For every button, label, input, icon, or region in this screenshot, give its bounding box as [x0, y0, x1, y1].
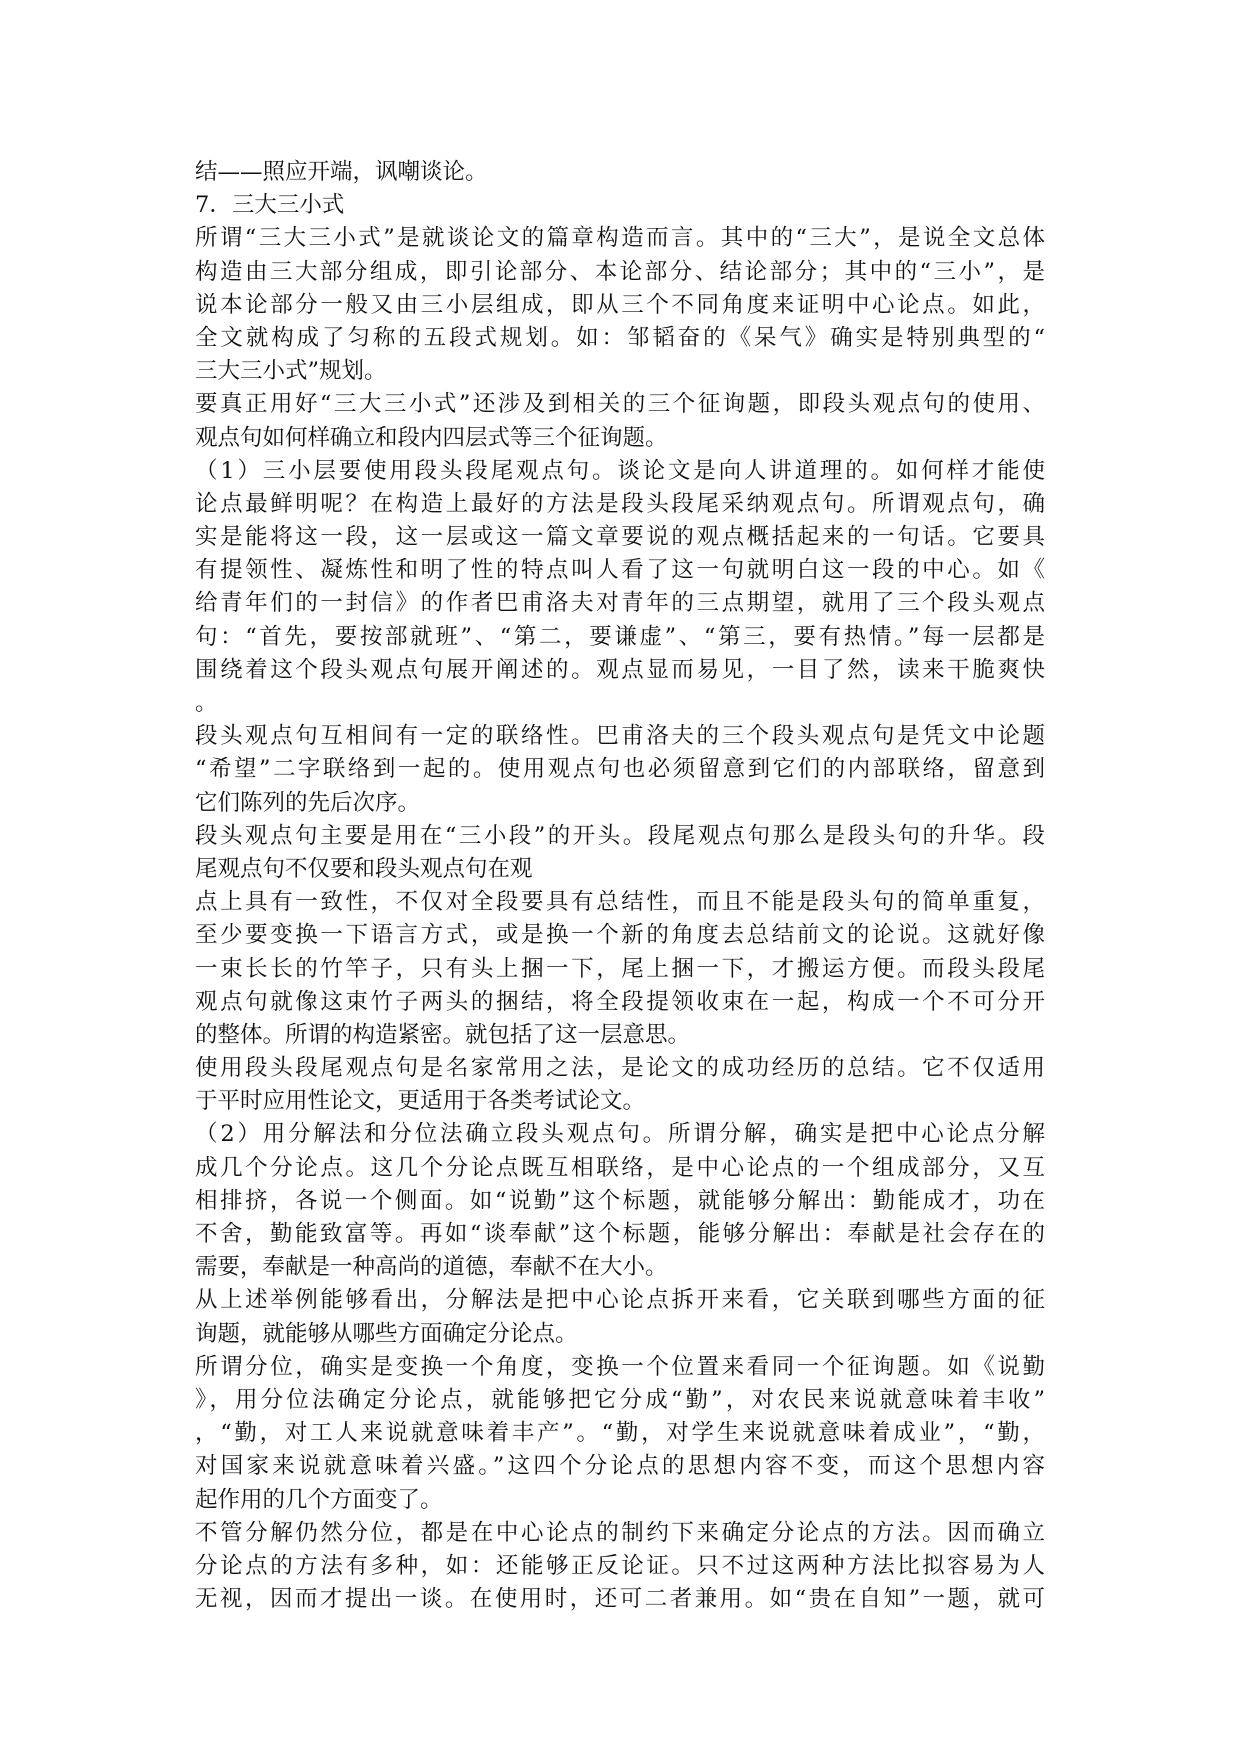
text-line: 围绕着这个段头观点句展开阐述的。观点显而易见，一目了然，读来干脆爽快	[195, 656, 1045, 683]
text-line: 需要，奉献是一种高尚的道德，奉献不在大小。	[195, 1254, 668, 1281]
text-line: 点上具有一致性，不仅对全段要具有总结性，而且不能是段头句的简单重复，	[195, 889, 1045, 916]
text-line: 段头观点句主要是用在“三小段”的开头。段尾观点句那么是段头句的升华。段	[195, 822, 1045, 849]
text-line: 给青年们的一封信》的作者巴甫洛夫对青年的三点期望，就用了三个段头观点	[195, 590, 1045, 617]
text-line: 成几个分论点。这几个分论点既互相联络，是中心论点的一个组成部分，又互	[195, 1154, 1045, 1181]
text-line: 对国家来说就意味着兴盛。”这四个分论点的思想内容不变，而这个思想内容	[195, 1453, 1045, 1480]
text-line: 不管分解仍然分位，都是在中心论点的制约下来确定分论点的方法。因而确立	[195, 1519, 1045, 1546]
text-line: 至少要变换一下语言方式，或是换一个新的角度去总结前文的论说。这就好像	[195, 922, 1045, 949]
text-line: 使用段头段尾观点句是名家常用之法，是论文的成功经历的总结。它不仅适用	[195, 1055, 1045, 1082]
text-line: 尾观点句不仅要和段头观点句在观	[195, 855, 533, 882]
document-body	[195, 156, 1045, 1616]
text-line: 它们陈列的先后次序。	[195, 789, 421, 816]
text-line: 相排挤，各说一个侧面。如“说勤”这个标题，就能够分解出：勤能成才，功在	[195, 1187, 1045, 1214]
text-line: （2）用分解法和分位法确立段头观点句。所谓分解，确实是把中心论点分解	[195, 1121, 1045, 1148]
text-line: 所谓分位，确实是变换一个角度，变换一个位置来看同一个征询题。如《说勤	[195, 1353, 1045, 1380]
text-line: 分论点的方法有多种，如：还能够正反论证。只不过这两种方法比拟容易为人	[195, 1552, 1045, 1579]
text-line: 段头观点句互相间有一定的联络性。巴甫洛夫的三个段头观点句是凭文中论题	[195, 723, 1045, 750]
text-line: 句：“首先，要按部就班”、“第二，要谦虚”、“第三，要有热情。”每一层都是	[195, 623, 1045, 650]
text-line: 构造由三大部分组成，即引论部分、本论部分、结论部分；其中的“三小”，是	[195, 258, 1045, 285]
text-line: 要真正用好“三大三小式”还涉及到相关的三个征询题，即段头观点句的使用、	[195, 391, 1045, 418]
text-line: 从上述举例能够看出，分解法是把中心论点拆开来看，它关联到哪些方面的征	[195, 1287, 1045, 1314]
text-line: 无视，因而才提出一谈。在使用时，还可二者兼用。如“贵在自知”一题，就可	[195, 1586, 1045, 1613]
text-line: 观点句就像这束竹子两头的捆结，将全段提领收束在一起，构成一个不可分开	[195, 988, 1045, 1015]
text-line: 论点最鲜明呢？在构造上最好的方法是段头段尾采纳观点句。所谓观点句，确	[195, 490, 1045, 517]
text-line: 观点句如何样确立和段内四层式等三个征询题。	[195, 424, 668, 451]
text-line: （1）三小层要使用段头段尾观点句。谈论文是向人讲道理的。如何样才能使	[195, 457, 1045, 484]
text-line: 结——照应开端，讽嘲谈论。	[195, 159, 488, 185]
text-line: 三大三小式”规划。	[195, 358, 387, 385]
text-line: 说本论部分一般又由三小层组成，即从三个不同角度来证明中心论点。如此，	[195, 291, 1045, 318]
text-line: 一束长长的竹竿子，只有头上捆一下，尾上捆一下，才搬运方便。而段头段尾	[195, 955, 1045, 982]
text-line: 》，用分位法确定分论点，就能够把它分成“勤”，对农民来说就意味着丰收”	[195, 1386, 1045, 1413]
text-line: “希望”二字联络到一起的。使用观点句也必须留意到它们的内部联络，留意到	[195, 756, 1045, 783]
text-line: 询题，就能够从哪些方面确定分论点。	[195, 1320, 578, 1347]
text-line: 起作用的几个方面变了。	[195, 1486, 443, 1513]
text-line: ，“勤，对工人来说就意味着丰产”。“勤，对学生来说就意味着成业”，“勤，	[195, 1420, 1045, 1447]
text-line: 不舍，勤能致富等。再如“谈奉献”这个标题，能够分解出：奉献是社会存在的	[195, 1221, 1045, 1247]
text-line: 。	[195, 690, 218, 716]
text-line: 的整体。所谓的构造紧密。就包括了这一层意思。	[195, 1021, 691, 1048]
text-line: 7．三大三小式	[195, 192, 345, 219]
text-line: 实是能将这一段，这一层或这一篇文章要说的观点概括起来的一句话。它要具	[195, 524, 1045, 551]
text-line: 有提领性、凝炼性和明了性的特点叫人看了这一句就明白这一段的中心。如《	[195, 557, 1045, 584]
text-line: 于平时应用性论文，更适用于各类考试论文。	[195, 1088, 646, 1115]
text-line: 所谓“三大三小式”是就谈论文的篇章构造而言。其中的“三大”，是说全文总体	[195, 225, 1045, 252]
text-line: 全文就构成了匀称的五段式规划。如：邹韬奋的《呆气》确实是特别典型的“	[195, 324, 1045, 351]
